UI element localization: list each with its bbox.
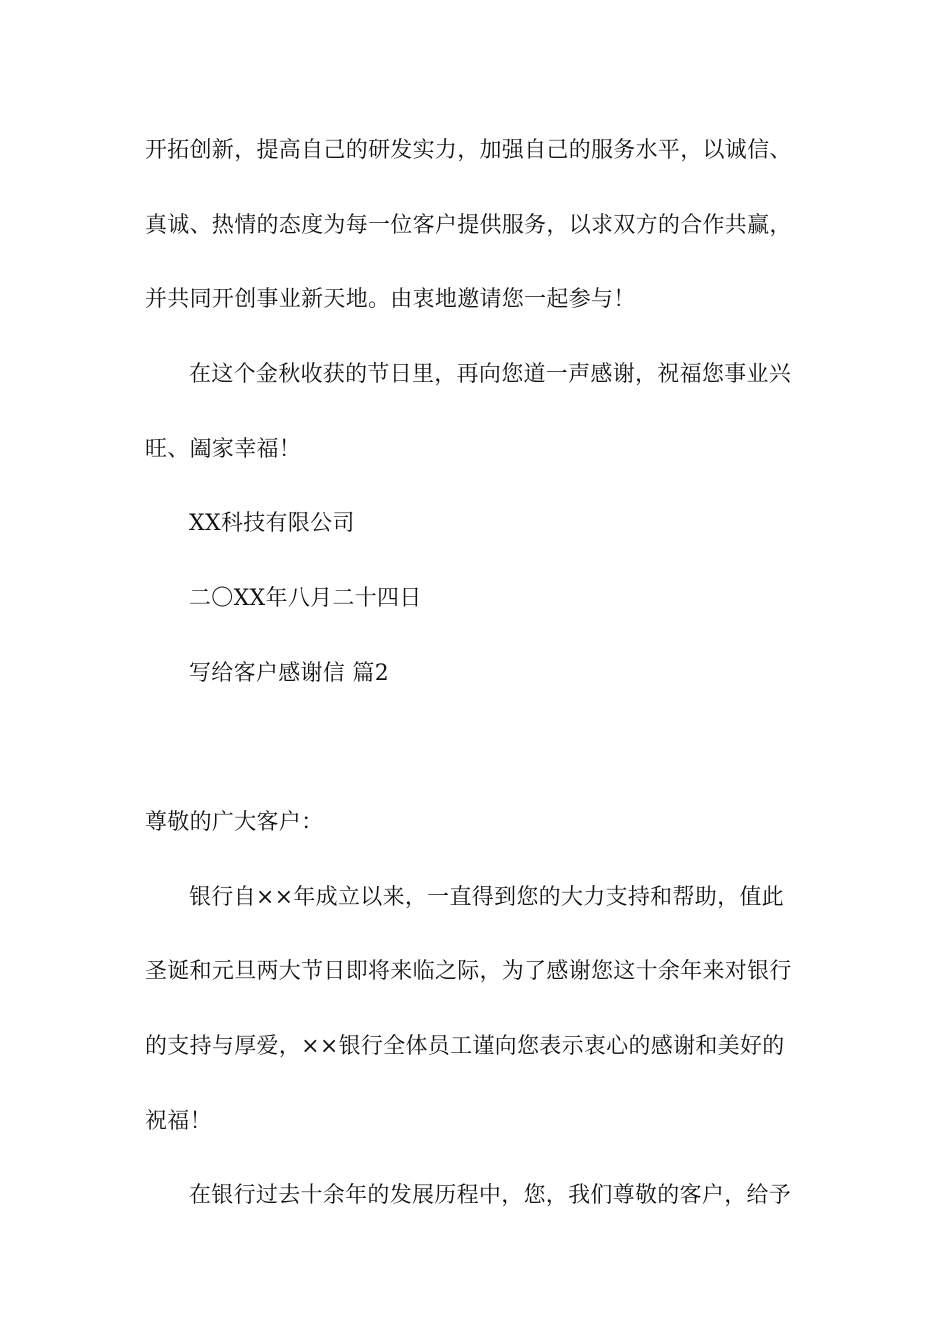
paragraph-line: 旺、阖家幸福！ xyxy=(145,437,302,462)
paragraph-line: 圣诞和元旦两大节日即将来临之际，为了感谢您这十余年来对银行 xyxy=(145,959,792,984)
paragraph-line: 银行自××年成立以来，一直得到您的大力支持和帮助，值此 xyxy=(189,885,784,910)
paragraph-line: 开拓创新，提高自己的研发实力，加强自己的服务水平，以诚信、 xyxy=(145,138,792,163)
paragraph-line: 的支持与厚爱，××银行全体员工谨向您表示衷心的感谢和美好的 xyxy=(145,1034,785,1059)
paragraph-line: 在这个金秋收获的节日里，再向您道一声感谢，祝福您事业兴 xyxy=(189,362,792,387)
paragraph-line: 真诚、热情的态度为每一位客户提供服务，以求双方的合作共赢， xyxy=(145,213,792,238)
paragraph-line: 祝福！ xyxy=(145,1109,212,1134)
paragraph-line: 并共同开创事业新天地。由衷地邀请您一起参与！ xyxy=(145,287,636,312)
salutation: 尊敬的广大客户： xyxy=(145,810,324,835)
letter-date: 二〇XX年八月二十四日 xyxy=(189,586,422,611)
company-name: XX科技有限公司 xyxy=(189,511,355,536)
paragraph-line: 在银行过去十余年的发展历程中，您，我们尊敬的客户，给予 xyxy=(189,1183,792,1208)
section-title: 写给客户感谢信 篇2 xyxy=(189,661,389,686)
